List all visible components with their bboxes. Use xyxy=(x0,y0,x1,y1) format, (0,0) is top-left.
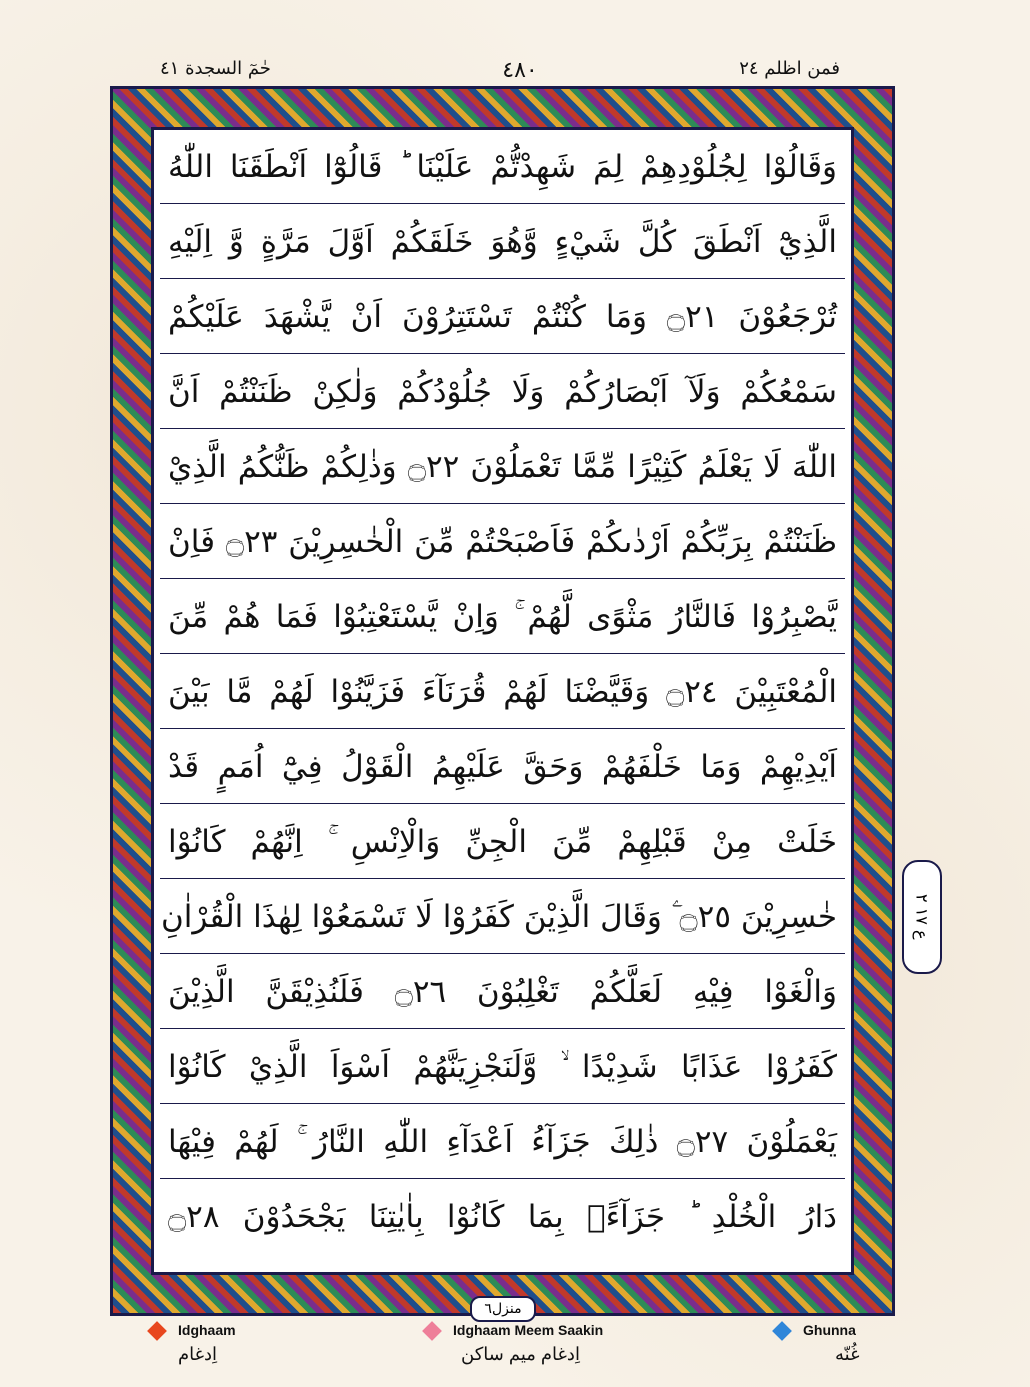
juz-header: فمن اظلم ٢٤ xyxy=(739,58,840,79)
verse-lines xyxy=(154,130,851,1272)
diamond-icon xyxy=(772,1321,792,1341)
verse-line: ظَنَنْتُمْ بِرَبِّكُمْ اَرْدٰىكُمْ فَاَصْبَحْتُمْ مِّنَ الْخٰسِرِيْنَ ۝٢٣ فَاِنْ xyxy=(160,505,845,579)
legend-idghaam-meem-saakin xyxy=(425,1322,645,1382)
verse-line: الْمُعْتَبِيْنَ ۝٢٤ وَقَيَّضْنَا لَهُمْ قُرَنَآءَ فَزَيَّنُوْا لَهُمْ مَّا بَيْنَ xyxy=(160,655,845,729)
verse-line: وَقَالُوْا لِجُلُوْدِهِمْ لِمَ شَهِدْتُّمْ عَلَيْنَا ؕ قَالُوْٓا اَنْطَقَنَا اللّٰهُ xyxy=(160,130,845,204)
verse-line: يَعْمَلُوْنَ ۝٢٧ ذٰلِكَ جَزَآءُ اَعْدَآءِ اللّٰهِ النَّارُ ۚ لَهُمْ فِيْهَا xyxy=(160,1105,845,1179)
verse-line: الَّذِيْٓ اَنْطَقَ كُلَّ شَيْءٍ وَّهُوَ خَلَقَكُمْ اَوَّلَ مَرَّةٍ وَّ اِلَيْهِ xyxy=(160,205,845,279)
ornamental-border xyxy=(110,86,895,1316)
verse-line: خٰسِرِيْنَ ۝٢٥ ۧ وَقَالَ الَّذِيْنَ كَفَرُوْا لَا تَسْمَعُوْا لِهٰذَا الْقُرْاٰنِ xyxy=(160,880,845,954)
legend-ghunna xyxy=(775,1322,915,1382)
page-number: ٤٨٠ xyxy=(502,58,538,83)
legend-label-en: Idghaam xyxy=(178,1322,236,1338)
verse-line: وَالْغَوْا فِيْهِ لَعَلَّكُمْ تَغْلِبُوْنَ ۝٢٦ فَلَنُذِيْقَنَّ الَّذِيْنَ xyxy=(160,955,845,1029)
verse-line: تُرْجَعُوْنَ ۝٢١ وَمَا كُنْتُمْ تَسْتَتِرُوْنَ اَنْ يَّشْهَدَ عَلَيْكُمْ xyxy=(160,280,845,354)
legend-label-en: Idghaam Meem Saakin xyxy=(453,1322,604,1338)
legend-idghaam xyxy=(150,1322,310,1382)
verse-line: سَمْعُكُمْ وَلَآ اَبْصَارُكُمْ وَلَا جُلُوْدُكُمْ وَلٰكِنْ ظَنَنْتُمْ اَنَّ xyxy=(160,355,845,429)
verse-line: اللّٰهَ لَا يَعْلَمُ كَثِيْرًا مِّمَّا تَعْمَلُوْنَ ۝٢٢ وَذٰلِكُمْ ظَنُّكُمُ الَّذِيْ xyxy=(160,430,845,504)
ruku-marker xyxy=(902,860,942,974)
surah-header: حٰمٓ السجدة ٤١ xyxy=(160,58,271,79)
verse-line: دَارُ الْخُلْدِ ؕ جَزَآءًۢ بِمَا كَانُوْا بِاٰيٰتِنَا يَجْحَدُوْنَ ۝٢٨ xyxy=(168,1199,837,1235)
legend-label-ur: غُنّه xyxy=(835,1344,860,1364)
ruku-label: ع ١٧ ٢ xyxy=(912,894,932,940)
diamond-icon xyxy=(422,1321,442,1341)
verse-line: خَلَتْ مِنْ قَبْلِهِمْ مِّنَ الْجِنِّ وَالْاِنْسِ ۚ اِنَّهُمْ كَانُوْا xyxy=(160,805,845,879)
text-panel xyxy=(151,127,854,1275)
legend-label-ur: اِدغام میم ساکن xyxy=(461,1344,580,1364)
manzil-marker: منزل٦ xyxy=(470,1296,536,1322)
legend-label-en: Ghunna xyxy=(803,1322,856,1338)
diamond-icon xyxy=(147,1321,167,1341)
verse-line: كَفَرُوْا عَذَابًا شَدِيْدًا ۙ وَّلَنَجْزِيَنَّهُمْ اَسْوَاَ الَّذِيْ كَانُوْا xyxy=(160,1030,845,1104)
verse-line: يَّصْبِرُوْا فَالنَّارُ مَثْوًى لَّهُمْ ۚ وَاِنْ يَّسْتَعْتِبُوْا فَمَا هُمْ مِّنَ xyxy=(160,580,845,654)
verse-line: اَيْدِيْهِمْ وَمَا خَلْفَهُمْ وَحَقَّ عَلَيْهِمُ الْقَوْلُ فِيْٓ اُمَمٍ قَدْ xyxy=(160,730,845,804)
legend-label-ur: اِدغام xyxy=(178,1344,218,1364)
